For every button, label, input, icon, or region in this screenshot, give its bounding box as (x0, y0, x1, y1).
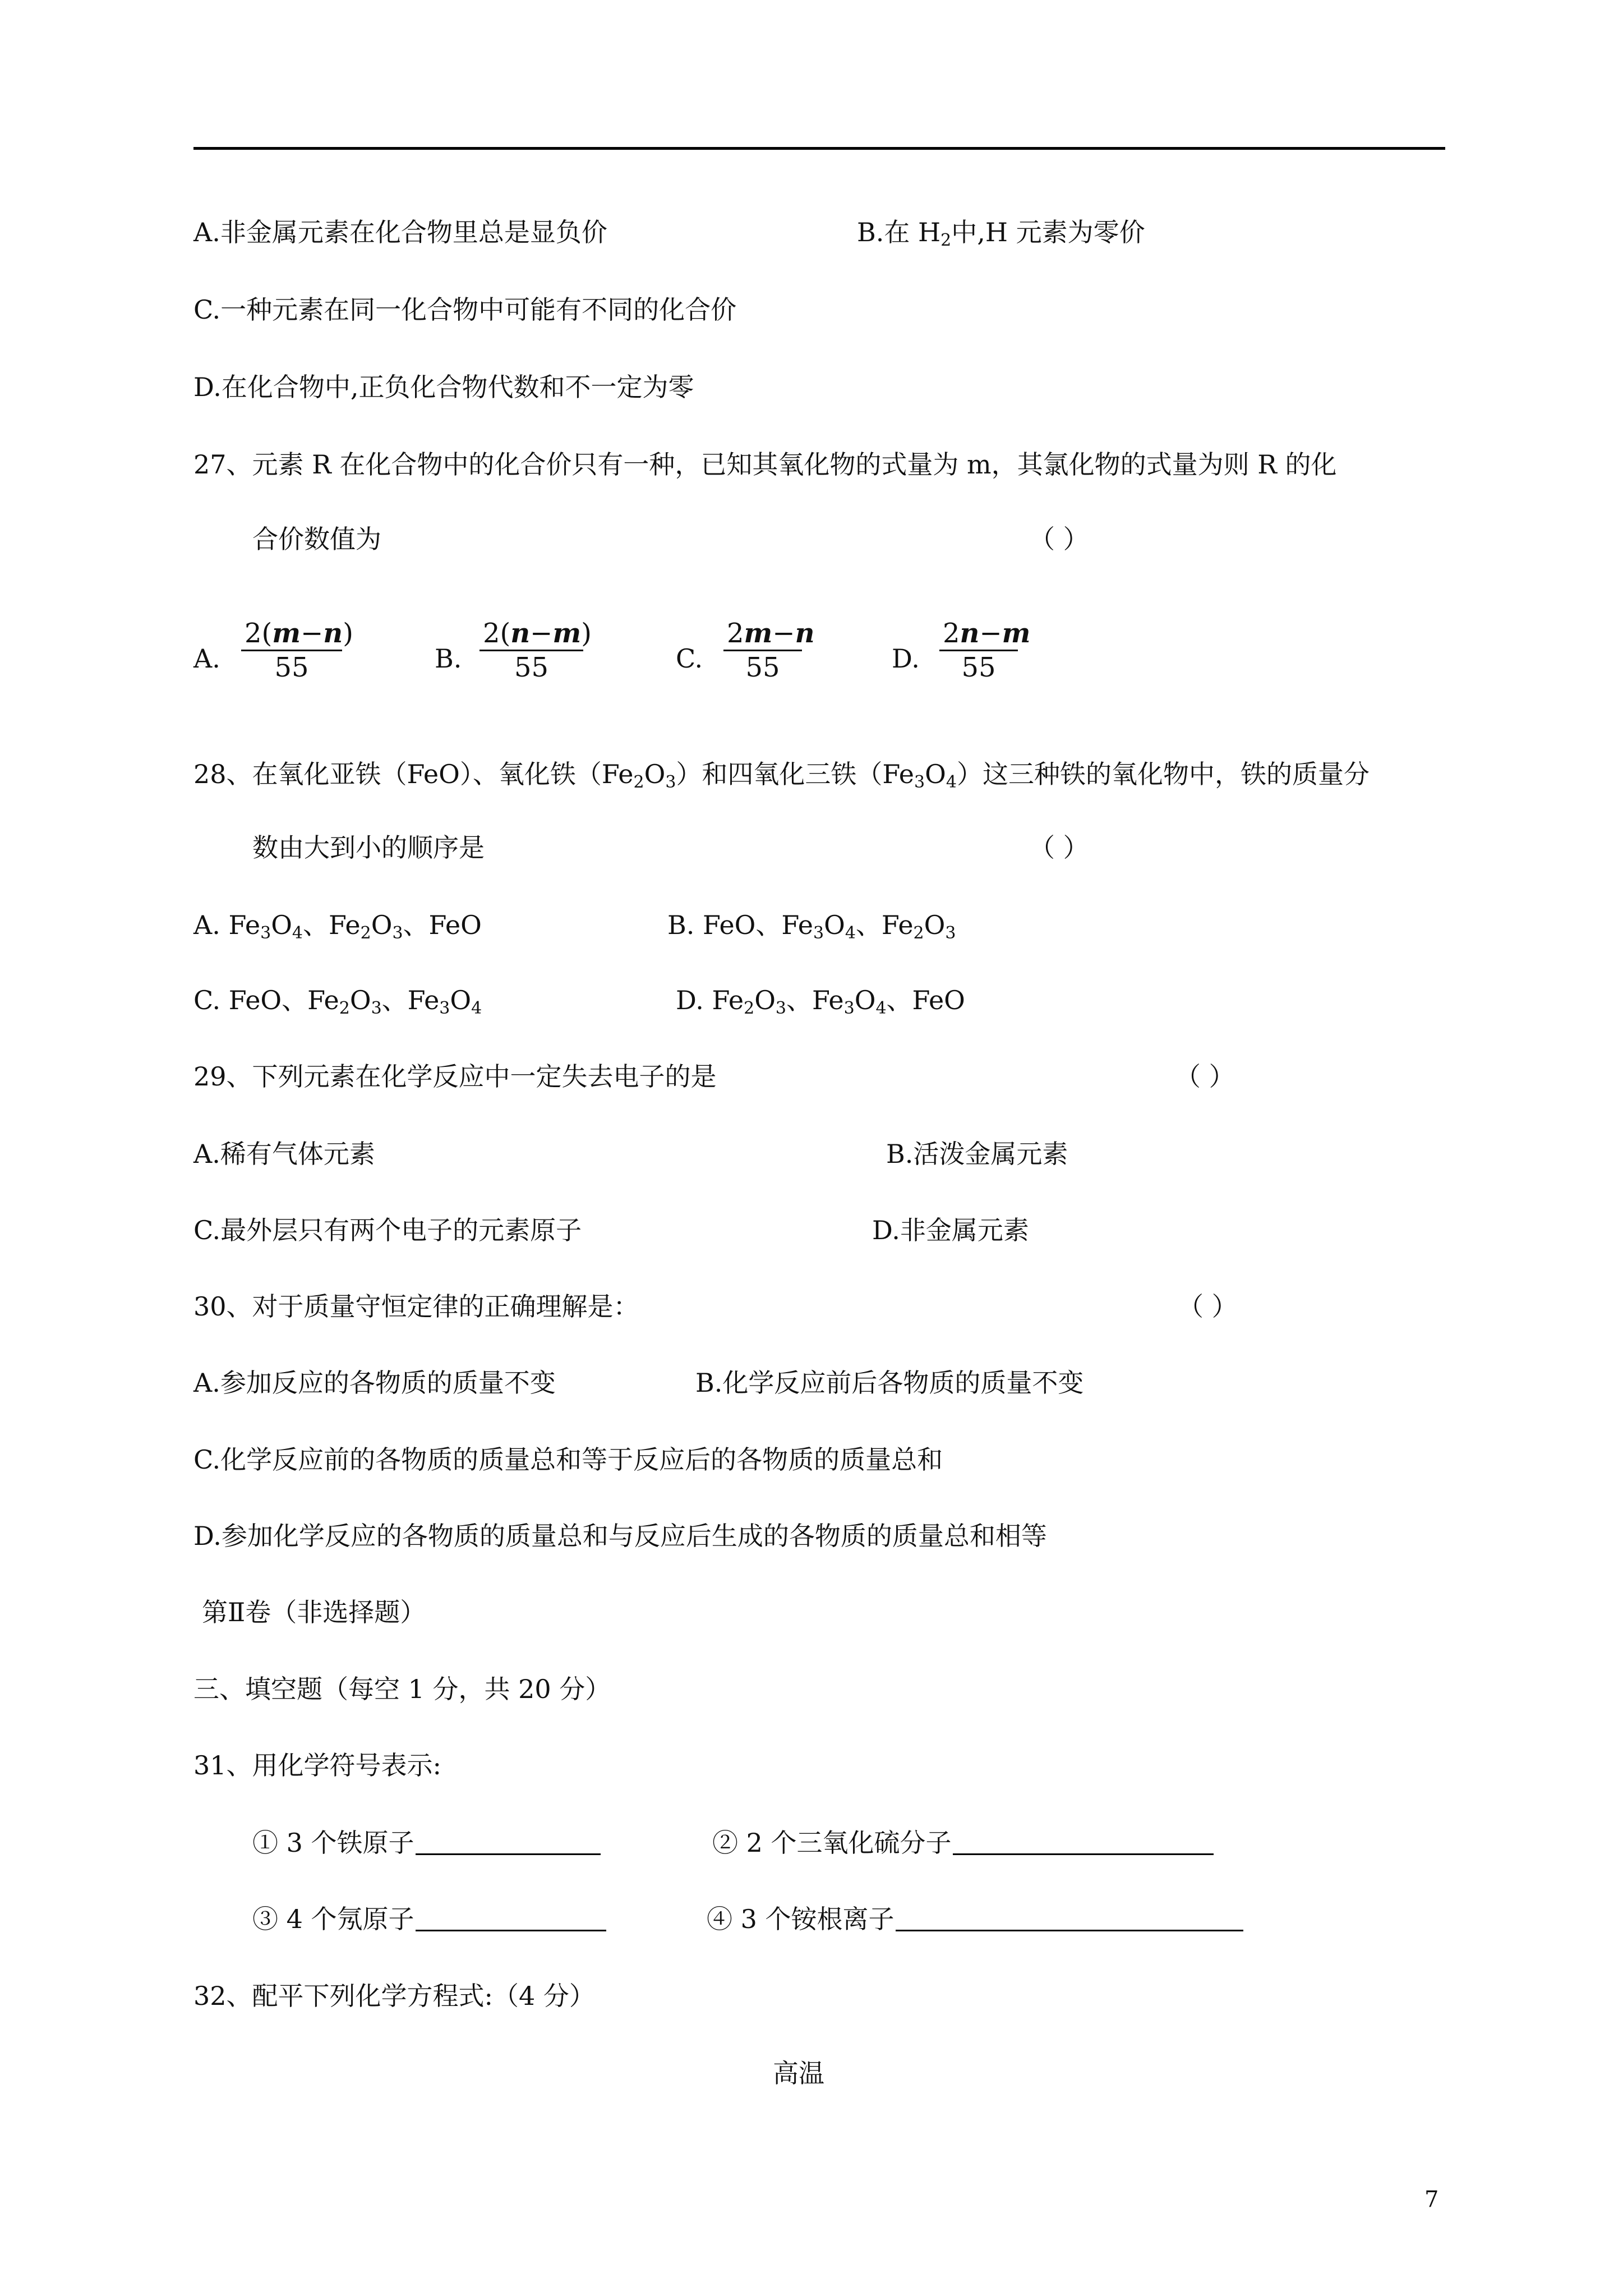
q29-option-a: A.稀有气体元素 (193, 1139, 375, 1169)
q29-answer-paren: （ ） (1175, 1061, 1235, 1092)
q26-option-c: C.一种元素在同一化合物中可能有不同的化合价 (193, 295, 737, 325)
q28-stem-line2: 数由大到小的顺序是 (252, 832, 485, 863)
q31-item-4: ④ 3 个铵根离子 (707, 1902, 1243, 1936)
q28-option-d: D. $Fe_2O_3$、$Fe_3O_4$、FeO (676, 985, 965, 1018)
q31-item-1: ① 3 个铁原子 (252, 1825, 601, 1860)
q27-option-b-fraction: $\frac{2(n-m)}{55}$ (479, 617, 583, 684)
q30-answer-paren: （ ） (1178, 1291, 1238, 1322)
q31-stem: 31、用化学符号表示: (193, 1750, 442, 1780)
q31-item-2: ② 2 个三氧化硫分子 (712, 1825, 1214, 1860)
q29-option-d: D.非金属元素 (872, 1215, 1029, 1245)
q28-option-c: C. FeO、$Fe_2O_3$、$Fe_3O_4$ (193, 985, 482, 1018)
q27-answer-paren: （ ） (1029, 524, 1089, 554)
q27-option-c-fraction: $\frac{2m-n}{55}$ (723, 617, 802, 684)
q32-stem: 32、配平下列化学方程式:（4 分） (193, 1981, 595, 2011)
q27-option-c-label: C. (676, 643, 703, 674)
q30-option-a: A.参加反应的各物质的质量不变 (193, 1368, 556, 1398)
q30-option-b: B.化学反应前后各物质的质量不变 (695, 1368, 1084, 1398)
page-number: 7 (1424, 2187, 1439, 2212)
q26-option-a: A.非金属元素在化合物里总是显负价 (193, 217, 607, 247)
q32-reaction-condition: 高温 (773, 2058, 824, 2088)
q31-item-1-blank[interactable] (416, 1828, 601, 1855)
q29-option-b: B.活泼金属元素 (886, 1139, 1068, 1169)
section-2-title: 第Ⅱ卷（非选择题） (202, 1597, 426, 1627)
q31-item-3-blank[interactable] (416, 1904, 606, 1931)
header-rule (193, 147, 1445, 150)
q27-stem-line1: 27、元素 R 在化合物中的化合价只有一种，已知其氧化物的式量为 m，其氯化物的式量为则 R 的化 (193, 449, 1337, 480)
q31-item-4-blank[interactable] (896, 1904, 1243, 1931)
q31-item-2-blank[interactable] (953, 1828, 1214, 1855)
q28-option-b: B. FeO、$Fe_3O_4$、$Fe_2O_3$ (667, 910, 956, 943)
q27-option-d-label: D. (892, 643, 920, 674)
q26-option-d: D.在化合物中,正负化合物代数和不一定为零 (193, 372, 694, 402)
q27-option-a-label: A. (193, 643, 220, 674)
q27-stem-line2: 合价数值为 (252, 524, 381, 554)
q26-option-b: B.在 $H_2$中,H 元素为零价 (857, 217, 1145, 250)
section-3-title: 三、填空题（每空 1 分，共 20 分） (193, 1674, 611, 1704)
q28-answer-paren: （ ） (1029, 832, 1089, 863)
q30-option-d: D.参加化学反应的各物质的质量总和与反应后生成的各物质的质量总和相等 (193, 1521, 1047, 1551)
q27-option-d-fraction: $\frac{2n-m}{55}$ (939, 617, 1018, 684)
q28-stem-line1: 28、在氧化亚铁（FeO）、氧化铁$(Fe_2O_3)$和四氧化三铁$(Fe_3O_4)$这三种铁的氧化物中，铁的质量分 (193, 759, 1370, 792)
q31-item-3: ③ 4 个氖原子 (252, 1902, 606, 1936)
q29-stem: 29、下列元素在化学反应中一定失去电子的是 (193, 1061, 717, 1092)
q29-option-c: C.最外层只有两个电子的元素原子 (193, 1215, 582, 1245)
q30-stem: 30、对于质量守恒定律的正确理解是： (193, 1291, 639, 1322)
q28-option-a: A. $Fe_3O_4$、$Fe_2O_3$、FeO (193, 910, 482, 943)
q27-option-a-fraction: $\frac{2(m-n)}{55}$ (241, 617, 342, 684)
q27-option-b-label: B. (435, 643, 462, 674)
q30-option-c: C.化学反应前的各物质的质量总和等于反应后的各物质的质量总和 (193, 1444, 943, 1475)
